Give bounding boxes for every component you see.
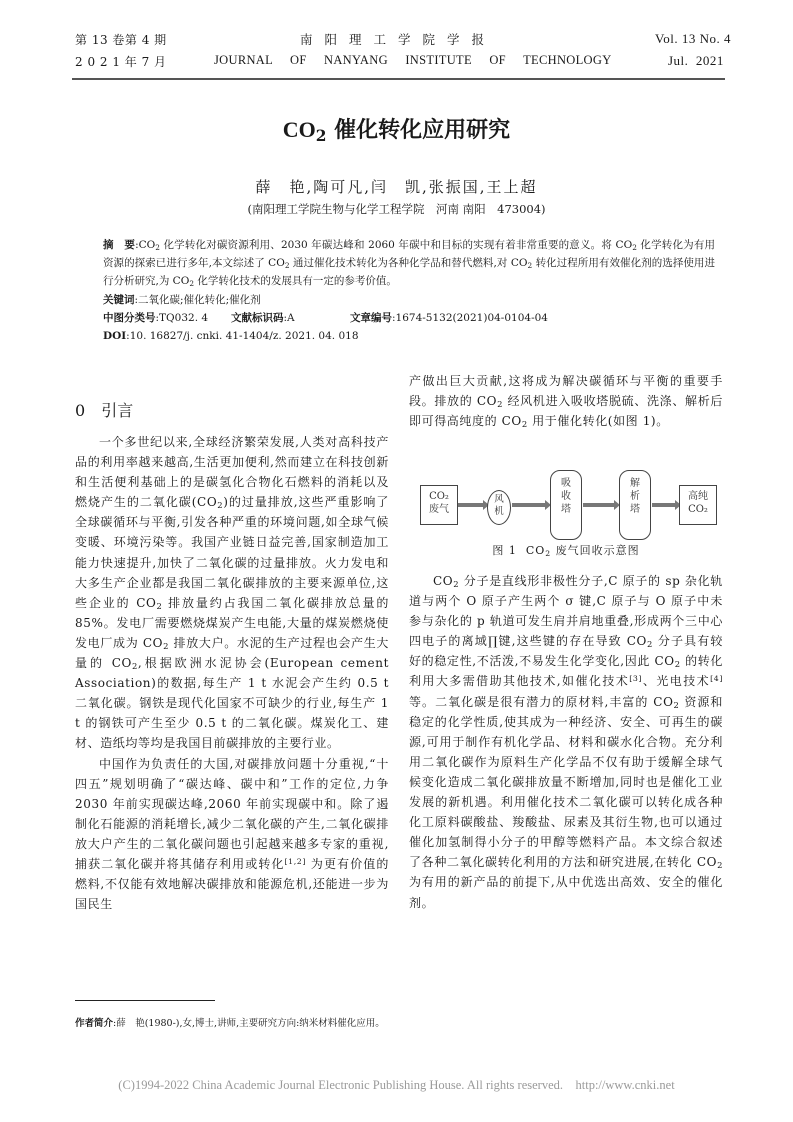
paragraph: 中国作为负责任的大国,对碳排放问题十分重视,“十四五”规划明确了“碳达峰、碳中和”工作的定位,力争 2030 年前实现碳达峰,2060 年前实现碳中和。除了遏制化石能源的消耗增长,减少二氧化碳的产生,二氧化碳排放大户产生的二氧化碳问题也引起越来越多专家的重视,捕获二氧化碳并将其储存利用或转化[1,2] 为更有价值的燃料,不仅能有效地解决碳排放和能源危机,还能进一步为国民生 xyxy=(75,756,390,912)
header-divider xyxy=(72,78,725,80)
node-co2-waste-gas: CO₂ 废气 xyxy=(420,485,458,525)
publication-date-cn: 2 0 2 1 年 7 月 xyxy=(75,55,167,69)
figure-1-caption: 图 1 $CO_2$ 废气回收示意图 xyxy=(492,544,640,558)
citation-1-2[interactable]: [1,2] xyxy=(284,857,307,867)
node-desorption-tower: 解 析 塔 xyxy=(619,470,651,540)
doi: DOI:10. 16827/j. cnki. 41-1404/z. 2021. 04. 018 xyxy=(103,330,359,342)
journal-name-cn: 南阳理工学院学报 xyxy=(300,32,497,47)
paragraph: $CO_2$ 分子是直线形非极性分子,C 原子的 sp 杂化轨道与两个 O 原子产生两个 σ 键,C 原子与 O 原子中未参与杂化的 p 轨道可发生肩并肩地重叠,形成两个三中心四电子的离域∏键,这些键的存在导致 $CO_2$ 分子具有较好的稳定性,不活泼,不易发生化学变化,因此 $CO_2$ 的转化利用大多需借助其他技术,如催化技术[3]、光电技术[4] 等。二氧化碳是很有潜力的原材料,丰富的 $CO_2$ 资源和稳定的化学性质,使其成为一种经济、安全、可再生的碳源,可用于制作有机化学品、材料和碳水化合物。充分利用二氧化碳作为原料生产化学品不仅有助于缓解全球气候变化造成二氧化碳排放量不断增加,同时也是催化工业发展的新机遇。利用催化技术二氧化碳可以转化成各种化工原料碳酸盐、羧酸盐、尿素及其衍生物,也可以通过催化加氢制得小分子的甲醇等燃料产品。本文综合叙述了各种二氧化碳转化利用的方法和研究进展,在转化 $CO_2$ 为有用的新产品的前提下,从中优选出高效、安全的催化剂。 xyxy=(409,574,724,910)
clc-number: 中图分类号:TQ032. 4 xyxy=(103,312,209,324)
arrow-icon xyxy=(583,503,615,507)
affiliation: (南阳理工学院生物与化学工程学院 河南 南阳 473004) xyxy=(247,202,546,216)
arrow-icon xyxy=(512,503,546,507)
author-list: 薛 艳,陶可凡,闫 凯,张振国,王上超 xyxy=(255,178,538,196)
doi-link[interactable]: :10. 16827/j. cnki. 41-1404/z. 2021. 04. 018 xyxy=(126,330,359,342)
paragraph: 一个多世纪以来,全球经济繁荣发展,人类对高科技产品的利用率越来越高,生活更加便利,然而建立在科技创新和生活便利基础上的是碳氢化合物化石燃料的消耗以及燃烧产生的二氧化碳$(CO_2)$的过量排放,这些严重影响了全球碳循环与平衡,引发各种严重的环境问题,如全球气候变暖、环境污染等。我国产业链日益完善,国家制造加工能力快速提升,加快了二氧化碳的过量排放。火力发电和大多生产企业都是我国二氧化碳排放的主要来源单位,这些企业的 $CO_2$ 排放量约占我国二氧化碳排放总量的 85%。发电厂需要燃烧煤炭产生电能,大量的煤炭燃烧使发电厂成为 $CO_2$ 排放大户。水泥的生产过程也会产生大量的 $CO_2$,根据欧洲水泥协会(European cement Association)的数据,每生产 1 t 水泥会产生约 0.5 t 二氧化碳。钢铁是现代化国家不可缺少的行业,每生产 1 t 的钢铁可产生至少 0.5 t 的二氧化碳。煤炭化工、建材、造纸均等均是我国目前碳排放的主要行业。 xyxy=(75,435,389,751)
copyright-notice: (C)1994-2022 China Academic Journal Electronic Publishing House. All rights reserved. http://www.cnki.net xyxy=(118,1078,675,1092)
abstract-label: 摘 要 xyxy=(103,239,136,251)
arrow-icon xyxy=(458,503,484,507)
body-column-right-top xyxy=(409,371,723,431)
citation-3[interactable]: [3] xyxy=(629,674,643,684)
author-bio-footnote: 作者简介:薛 艳(1980-),女,博士,讲师,主要研究方向:纳米材料催化应用。 xyxy=(75,1018,385,1029)
body-column-right-bottom xyxy=(409,571,723,913)
classification-line xyxy=(103,309,715,327)
figure-1-co2-recovery-diagram xyxy=(420,470,720,540)
volume-issue-cn: 第 13 卷第 4 期 xyxy=(75,33,167,47)
section-heading-introduction: 0 引言 xyxy=(75,401,134,420)
abstract: 摘 要$:CO_2$ 化学转化对碳资源利用、2030 年碳达峰和 2060 年碳中和目标的实现有着非常重要的意义。将 $CO_2$ 化学转化为有用资源的探索已进行多年,本文综述了 $CO_2$ 通过催化技术转化为各种化学品和替代燃料,对 $CO_2$ 转化过程所用有效催化剂的选择使用进行分析研究,为 $CO_2$ 化学转化技术的发展具有一定的参考价值。 xyxy=(103,239,716,288)
citation-4[interactable]: [4] xyxy=(710,674,723,684)
article-number: 文章编号:1674-5132(2021)04-0104-04 xyxy=(350,312,548,324)
document-code: 文献标识码:A xyxy=(231,312,295,324)
publication-date-en: Jul. 2021 xyxy=(668,53,724,68)
body-column-left xyxy=(75,432,389,914)
article-title: $CO_2$ 催化转化应用研究 xyxy=(282,117,511,145)
node-absorption-tower: 吸 收 塔 xyxy=(550,470,582,540)
arrow-icon xyxy=(652,503,676,507)
volume-issue-en: Vol. 13 No. 4 xyxy=(655,31,731,46)
footnote-divider xyxy=(75,1000,215,1001)
node-high-purity-co2: 高纯 CO₂ xyxy=(679,485,717,525)
paragraph: 产做出巨大贡献,这将成为解决碳循环与平衡的重要手段。排放的 $CO_2$ 经风机进入吸收塔脱硫、洗涤、解析后即可得高纯度的 $CO_2$ 用于催化转化(如图 1)。 xyxy=(409,374,723,430)
journal-name-en: JOURNAL OF NANYANG INSTITUTE OF TECHNOLOGY xyxy=(214,53,612,67)
node-fan: 风 机 xyxy=(487,490,511,525)
keywords: 关键词:二氧化碳;催化转化;催化剂 xyxy=(103,294,261,306)
